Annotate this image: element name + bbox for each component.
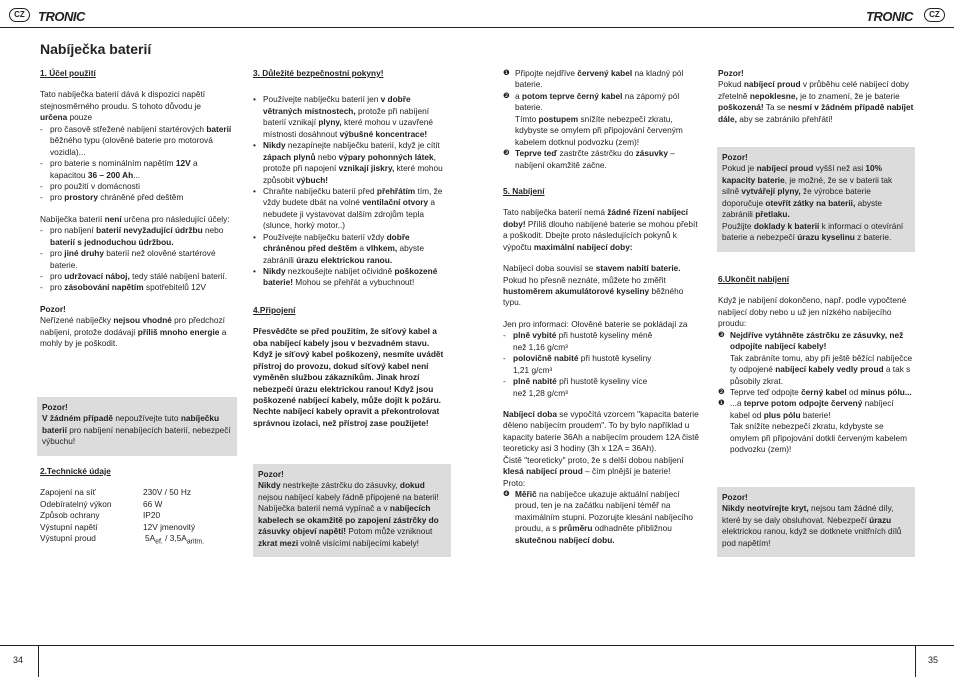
list-item: - plně vybité při hustotě kyseliny méně než 1,16 g/cm³ — [503, 330, 699, 353]
brand-logo-right: TRONIC — [866, 9, 913, 24]
list-item: - pro prostory chráněné před deštěm — [40, 192, 235, 203]
tech-data-table — [40, 487, 204, 547]
list-item: - pro časově střežené nabíjení startérových baterií běžného typu (olověné baterie pro motorová vozidla)... — [40, 124, 235, 158]
footer-rule-left — [38, 646, 39, 677]
column-1 — [40, 68, 235, 360]
warning-note-2: Pozor! Pokud nabíjecí proud v průběhu celé nabíjecí doby zřetelně nepoklesne, je to znamení, že je baterie poškozená! Ta se nesmí v žádném případě nabíjet dále, aby se zabránilo přehřátí! — [718, 68, 914, 124]
list-item: • Používejte nabíječku baterií jen v dobře větraných místnostech, protože při nabíjení baterií vznikají plyny, které mohou v uzavřené místnosti dosáhnout výbušné koncentrace! — [253, 94, 451, 140]
section-5-heading: 5. Nabíjení — [503, 185, 545, 196]
list-item: ❸ Teprve teď zastrčte zástrčku do zásuvky – nabíjení okamžitě začne. — [503, 148, 675, 170]
end-charging-intro: Když je nabíjení dokončeno, např. podle vypočtené nabíjecí doby nebo u už jen nízkého nabíjecího proudu: — [718, 295, 907, 329]
section-4-heading: 4.Připojení — [253, 304, 296, 315]
brand-logo-left: TRONIC — [38, 9, 85, 24]
charging-para-1: Tato nabíječka baterií nemá žádné řízení nabíjecí doby! Příliš dlouho nabíjené baterie se mohou přebít a poškodit. Dbejte proto následujících pokynů k výpočtu maximální nabíjecí doby: — [503, 207, 698, 252]
list-item: ❹ Měřič na nabíječce ukazuje aktuální nabíjecí proud, ten je na začátku nabíjení téměř na maximálním stupni. Pozorujte klesání nabíjecího proudu, a s průměru odhadněte přibližnou skutečnou nabíjecí dobu. — [503, 489, 694, 545]
not-intended-list — [40, 225, 235, 294]
table-row: Odebíratelný výkon 66 W — [40, 498, 163, 509]
tech-data-section — [40, 466, 235, 547]
list-item: - pro baterie s nominálním napětím 12V a kapacitou 36 – 200 Ah... — [40, 158, 235, 181]
section-1-heading: 1. Účel použití — [40, 68, 96, 78]
page-number-left: 34 — [13, 655, 24, 665]
page-title: Nabíječka baterií — [40, 41, 152, 57]
footer-divider — [0, 645, 954, 646]
disconnect-steps — [718, 330, 914, 456]
list-item: ❷ a potom teprve černý kabel na záporný pól baterie. Tímto postupem snížíte nebezpečí zkratu, kdybyste se omylem při připojování červeným kabelem dotknul podvozku (zem)! — [503, 90, 683, 147]
footer-rule-right — [915, 646, 916, 677]
list-item: - pro použití v domácnosti — [40, 181, 235, 192]
list-item: - pro jiné druhy baterií než olověné startérové baterie. — [40, 248, 235, 271]
list-item: - plně nabité při hustotě kyseliny více než 1,28 g/cm³ — [503, 376, 699, 399]
table-row: Výstupní proud $5A_{ef.} / 3,5A_{aritm.}$ — [40, 533, 205, 546]
table-row: Způsob ochrany IP20 — [40, 510, 161, 521]
list-item: ❸ Nejdříve vytáhněte zástrčku ze zásuvky, než odpojíte nabíjecí kabely! Tak zabráníte tomu, aby při ještě běžící nabíječce ty odpojené nabíjecí kabely vedly proud a tak s působily zkrat. — [718, 329, 913, 386]
charging-para-2: Nabíjecí doba souvisí se stavem nabití baterie. Pokud ho přesně neznáte, můžete ho změřit hustoměrem akumulátorové kyseliny běžného typu. — [503, 263, 684, 308]
list-item: • Nikdy nezkoušejte nabíjet očividně poškozené baterie! Mohou se přehřát a vybuchnout! — [253, 266, 451, 289]
header-divider — [0, 27, 954, 28]
column-4 — [718, 68, 914, 135]
warning-box-2: Pozor! Nikdy nestrkejte zástrčku do zásuvky, dokud nejsou nabíjecí kabely řádně připojené na baterii! Nabíječka baterií nemá vypínač a v nabíjecích kabelech se okamžitě po zapojení zástrčky do zásuvky objeví napětí! Potom může vzniknout zkrat mezi volně visícími nabíjecími kabely! — [253, 464, 451, 557]
list-item: • Chraňte nabíječku baterií před přehřátím tím, že vždy budete dbát na volné ventilační otvory a nebudete ji vystavovat dalším zdrojům tepla (slunce, horký motor..) — [253, 186, 451, 232]
measure-step — [503, 489, 699, 546]
density-info: Jen pro informaci: Olověné baterie se pokládají za — [503, 318, 688, 329]
connection-warning-text: Přesvědčte se před použitím, že síťový kabel a oba nabíjecí kabely jsou v bezvadném stavu. Když je síťový kabel poškozený, nesmíte uvádět přístroj do provozu, dokud síťový kabel není vyměněn službou zákazníkům. Jinak hrozí nebezpečí úrazu elektrickou ranou! Když jsou poškozené nabíjecí kabely, může dojít k požáru. Nechte nabíjecí kabely opravit a překontrolovat správnou izolaci, než přístroj zase použijete! — [253, 326, 444, 428]
section-1-intro: Tato nabíječka baterií dává k dispozici napětí stejnosměrného proudu. S tohoto důvodu je určena pouze — [40, 89, 206, 123]
warning-box-3: Pozor! Pokud je nabíjecí proud vyšší než asi 10% kapacity baterie, je možné, že se v baterii tak silně vytvářejí plyny, že výrobce baterie doporučuje otevřít zátky na baterii, abyste zabránili přetlaku. Použijte doklady k baterii k informaci o otevírání baterie a nebezpečí úrazu kyselinu z baterie. — [717, 147, 915, 252]
list-item: - pro nabíjení baterií nevyžadující údržbu nebo baterií s jednoduchou údržbou. — [40, 225, 235, 248]
section-6-heading: 6.Ukončit nabíjení — [718, 274, 789, 284]
section-2-heading: 2.Technické údaje — [40, 466, 111, 476]
connect-steps — [503, 68, 699, 171]
safety-list — [253, 94, 451, 288]
not-intended-intro: Nabíječka baterií není určena pro následující účely: — [40, 213, 230, 224]
list-item: - pro udržovací náboj, tedy stálé nabíjení baterií. — [40, 271, 235, 282]
language-badge-right: CZ — [924, 8, 945, 22]
table-row: Výstupní napětí 12V jmenovitý — [40, 521, 196, 532]
warning-box-1: Pozor! V žádném případě nepoužívejte tuto nabíječku baterií pro nabíjení nenabíjecích baterií, nebezpečí výbuchu! — [37, 397, 237, 456]
page-number-right: 35 — [928, 655, 939, 665]
list-item: - polovičně nabité při hustotě kyseliny 1,21 g/cm³ — [503, 353, 699, 376]
list-item: ❶ Připojte nejdříve červený kabel na kladný pól baterie. — [503, 68, 684, 90]
language-badge-left: CZ — [9, 8, 30, 22]
list-item: ❶ ...a teprve potom odpojte červený nabíjecí kabel od plus pólu baterie! Tak snížíte nebezpečí zkratu, kdybyste se omylem při připojování dotkli červeným kabelem podvozku (zem)! — [718, 398, 908, 455]
list-item: • Nikdy nezapínejte nabíječku baterií, když je cítit zápach plynů nebo výpary pohonných látek, protože při napojení vznikají jiskry, které mohou způsobit výbuch! — [253, 140, 451, 186]
charging-para-3: Nabíjecí doba se vypočítá vzorcem "kapacita baterie děleno nabíjecím proudem". To by bylo například u kapacity baterie 36Ah a nabíjecím proudem 12A čistě teoreticky asi 3 hodiny (3h x 12A = 36Ah). Čistě "teoreticky" proto, že s delší dobou nabíjení klesá nabíjecí proud – čím plnější je baterie! Proto: — [503, 408, 700, 488]
table-row: Zapojení na síť 230V / 50 Hz — [40, 487, 191, 498]
column-3 — [503, 68, 699, 556]
density-list — [503, 330, 699, 399]
warning-note: Pozor! Neřízené nabíječky nejsou vhodné pro předchozí nabíjení, protože dodávají příliš mnoho energie a mohly by je poškodit. — [40, 303, 227, 349]
section-3-heading: 3. Důležité bezpečnostní pokyny! — [253, 68, 384, 78]
list-item: • Používejte nabíječku baterií vždy dobře chráněnou před deštěm a vlhkem, abyste zabránili úrazu elektrickou ranou. — [253, 232, 451, 266]
section-6 — [718, 274, 914, 466]
list-item: ❷ Teprve teď odpojte černý kabel od minus pólu... — [718, 386, 912, 397]
column-2 — [253, 68, 451, 439]
warning-box-4: Pozor! Nikdy neotvírejte kryt, nejsou tam žádné díly, které by se daly obsluhovat. Nebezpečí úrazu elektrickou ranou, když se dotknete vnitřních dílů pod napětím! — [717, 487, 915, 557]
list-item: - pro zásobování napětím spotřebitelů 12V — [40, 282, 235, 293]
allowed-use-list — [40, 124, 235, 204]
